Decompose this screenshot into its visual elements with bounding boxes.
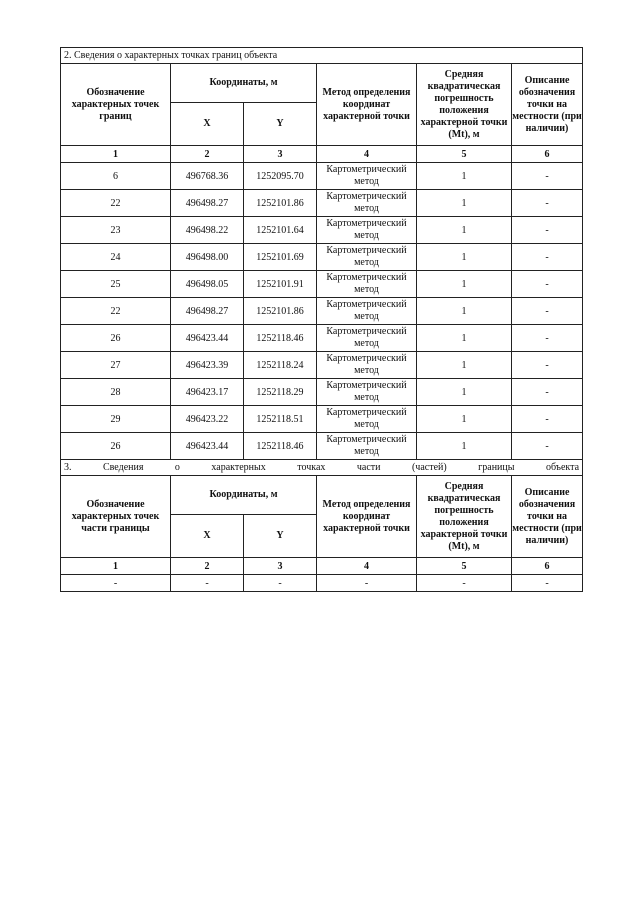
column-number: 2 bbox=[171, 146, 244, 163]
coord-y: 1252118.24 bbox=[244, 352, 317, 379]
table-row bbox=[61, 352, 583, 379]
column-number: 2 bbox=[171, 558, 244, 575]
table-row bbox=[61, 575, 583, 592]
description-cell: - bbox=[512, 325, 583, 352]
column-number: 6 bbox=[512, 558, 583, 575]
section-title-row bbox=[61, 460, 583, 476]
method-cell: Картометрический метод bbox=[317, 379, 417, 406]
column-number-row bbox=[61, 146, 583, 163]
column-number: 5 bbox=[417, 558, 512, 575]
table-row bbox=[61, 217, 583, 244]
method-cell: - bbox=[317, 575, 417, 592]
coord-x: 496423.39 bbox=[171, 352, 244, 379]
table-row bbox=[61, 163, 583, 190]
header-designation: Обозначение характерных точек границ bbox=[61, 64, 171, 146]
coord-x: 496423.44 bbox=[171, 433, 244, 460]
description-cell: - bbox=[512, 406, 583, 433]
method-cell: Картометрический метод bbox=[317, 244, 417, 271]
coord-y: 1252118.29 bbox=[244, 379, 317, 406]
header-coordinates: Координаты, м bbox=[171, 64, 317, 103]
accuracy-cell: 1 bbox=[417, 190, 512, 217]
coord-y: 1252118.46 bbox=[244, 433, 317, 460]
table-row bbox=[61, 271, 583, 298]
point-number: 26 bbox=[61, 325, 171, 352]
header-coordinates: Координаты, м bbox=[171, 476, 317, 515]
point-number: 6 bbox=[61, 163, 171, 190]
header-x: X bbox=[171, 515, 244, 558]
header-row bbox=[61, 64, 583, 103]
coord-x: 496498.27 bbox=[171, 298, 244, 325]
description-cell: - bbox=[512, 575, 583, 592]
header-accuracy: Средняя квадратическая погрешность положения характерной точки (Mt), м bbox=[417, 476, 512, 558]
method-cell: Картометрический метод bbox=[317, 325, 417, 352]
description-cell: - bbox=[512, 271, 583, 298]
coord-x: 496498.27 bbox=[171, 190, 244, 217]
header-accuracy: Средняя квадратическая погрешность положения характерной точки (Mt), м bbox=[417, 64, 512, 146]
column-number: 1 bbox=[61, 558, 171, 575]
column-number: 1 bbox=[61, 146, 171, 163]
points-table-body bbox=[61, 48, 583, 592]
header-description: Описание обозначения точки на местности (при наличии) bbox=[512, 64, 583, 146]
header-method: Метод определения координат характерной точки bbox=[317, 476, 417, 558]
accuracy-cell: 1 bbox=[417, 271, 512, 298]
description-cell: - bbox=[512, 298, 583, 325]
header-method: Метод определения координат характерной точки bbox=[317, 64, 417, 146]
point-number: - bbox=[61, 575, 171, 592]
column-number: 4 bbox=[317, 558, 417, 575]
point-number: 23 bbox=[61, 217, 171, 244]
method-cell: Картометрический метод bbox=[317, 406, 417, 433]
method-cell: Картометрический метод bbox=[317, 298, 417, 325]
coord-x: 496498.00 bbox=[171, 244, 244, 271]
point-number: 22 bbox=[61, 190, 171, 217]
coord-x: 496498.05 bbox=[171, 271, 244, 298]
column-number: 3 bbox=[244, 558, 317, 575]
column-number: 3 bbox=[244, 146, 317, 163]
coord-y: 1252101.91 bbox=[244, 271, 317, 298]
description-cell: - bbox=[512, 244, 583, 271]
coord-y: 1252118.51 bbox=[244, 406, 317, 433]
method-cell: Картометрический метод bbox=[317, 190, 417, 217]
accuracy-cell: 1 bbox=[417, 217, 512, 244]
table-row bbox=[61, 325, 583, 352]
accuracy-cell: 1 bbox=[417, 433, 512, 460]
point-number: 22 bbox=[61, 298, 171, 325]
header-x: X bbox=[171, 103, 244, 146]
point-number: 29 bbox=[61, 406, 171, 433]
coord-x: - bbox=[171, 575, 244, 592]
accuracy-cell: 1 bbox=[417, 325, 512, 352]
coord-y: - bbox=[244, 575, 317, 592]
coord-x: 496423.22 bbox=[171, 406, 244, 433]
accuracy-cell: 1 bbox=[417, 352, 512, 379]
header-description: Описание обозначения точки на местности (при наличии) bbox=[512, 476, 583, 558]
table-row bbox=[61, 190, 583, 217]
table-row bbox=[61, 379, 583, 406]
header-designation: Обозначение характерных точек части границы bbox=[61, 476, 171, 558]
description-cell: - bbox=[512, 352, 583, 379]
method-cell: Картометрический метод bbox=[317, 433, 417, 460]
header-y: Y bbox=[244, 515, 317, 558]
description-cell: - bbox=[512, 433, 583, 460]
coord-x: 496423.44 bbox=[171, 325, 244, 352]
section-title: 2. Сведения о характерных точках границ объекта bbox=[61, 48, 583, 64]
point-number: 26 bbox=[61, 433, 171, 460]
table-row bbox=[61, 244, 583, 271]
column-number: 6 bbox=[512, 146, 583, 163]
point-number: 27 bbox=[61, 352, 171, 379]
table-row bbox=[61, 433, 583, 460]
method-cell: Картометрический метод bbox=[317, 271, 417, 298]
coord-x: 496768.36 bbox=[171, 163, 244, 190]
description-cell: - bbox=[512, 379, 583, 406]
description-cell: - bbox=[512, 217, 583, 244]
accuracy-cell: 1 bbox=[417, 298, 512, 325]
point-number: 28 bbox=[61, 379, 171, 406]
description-cell: - bbox=[512, 190, 583, 217]
accuracy-cell: - bbox=[417, 575, 512, 592]
column-number: 4 bbox=[317, 146, 417, 163]
method-cell: Картометрический метод bbox=[317, 163, 417, 190]
column-number: 5 bbox=[417, 146, 512, 163]
points-table bbox=[60, 47, 583, 592]
header-row bbox=[61, 476, 583, 515]
header-y: Y bbox=[244, 103, 317, 146]
accuracy-cell: 1 bbox=[417, 163, 512, 190]
table-row bbox=[61, 406, 583, 433]
column-number-row bbox=[61, 558, 583, 575]
coord-x: 496423.17 bbox=[171, 379, 244, 406]
coord-y: 1252095.70 bbox=[244, 163, 317, 190]
coord-y: 1252101.64 bbox=[244, 217, 317, 244]
coord-y: 1252101.69 bbox=[244, 244, 317, 271]
accuracy-cell: 1 bbox=[417, 379, 512, 406]
coord-y: 1252101.86 bbox=[244, 298, 317, 325]
section-title: 3. Сведения о характерных точках части (частей) границы объекта bbox=[61, 460, 583, 476]
point-number: 25 bbox=[61, 271, 171, 298]
section-title-row bbox=[61, 48, 583, 64]
description-cell: - bbox=[512, 163, 583, 190]
coord-y: 1252118.46 bbox=[244, 325, 317, 352]
method-cell: Картометрический метод bbox=[317, 352, 417, 379]
method-cell: Картометрический метод bbox=[317, 217, 417, 244]
accuracy-cell: 1 bbox=[417, 244, 512, 271]
table-row bbox=[61, 298, 583, 325]
accuracy-cell: 1 bbox=[417, 406, 512, 433]
point-number: 24 bbox=[61, 244, 171, 271]
coord-y: 1252101.86 bbox=[244, 190, 317, 217]
coord-x: 496498.22 bbox=[171, 217, 244, 244]
document-page bbox=[60, 47, 582, 592]
